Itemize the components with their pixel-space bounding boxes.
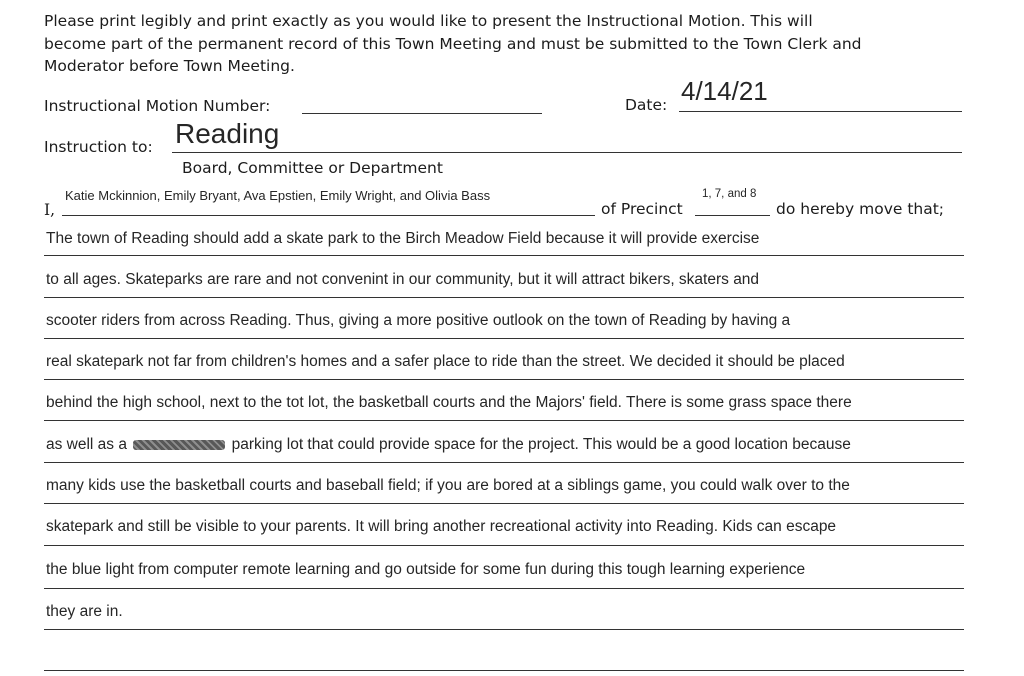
motion-text-line[interactable]: behind the high school, next to the tot lot, the basketball courts and the Majors' field. There is some grass space there xyxy=(46,394,852,411)
movant-prefix: I, xyxy=(44,201,56,219)
ruled-line xyxy=(44,420,964,421)
motion-text-line-redacted[interactable] xyxy=(46,436,851,454)
instruction-to-value[interactable]: Reading xyxy=(175,118,280,149)
date-line xyxy=(679,111,962,112)
line6-before: as well as a xyxy=(46,436,127,453)
instruction-to-line xyxy=(172,152,962,153)
ruled-line xyxy=(44,670,964,671)
ruled-line xyxy=(44,297,964,298)
ruled-line xyxy=(44,462,964,463)
motion-text-line[interactable]: they are in. xyxy=(46,603,123,620)
ruled-line xyxy=(44,379,964,380)
motion-text-line[interactable]: real skatepark not far from children's homes and a safer place to ride than the street. We decided it should be placed xyxy=(46,353,845,370)
move-phrase: do hereby move that; xyxy=(776,200,945,218)
intro-line: Moderator before Town Meeting. xyxy=(44,57,295,75)
movant-names[interactable]: Katie Mckinnion, Emily Bryant, Ava Epstien, Emily Wright, and Olivia Bass xyxy=(65,188,491,203)
motion-text-line[interactable]: many kids use the basketball courts and baseball field; if you are bored at a siblings game, you could walk over to the xyxy=(46,477,850,494)
instructions-paragraph xyxy=(44,10,862,78)
date-label: Date: xyxy=(625,96,668,114)
movant-line xyxy=(62,215,595,216)
motion-text-line[interactable]: skatepark and still be visible to your parents. It will bring another recreational activity into Reading. Kids can escape xyxy=(46,518,837,535)
precinct-line xyxy=(695,215,770,216)
line6-after: parking lot that could provide space for the project. This would be a good location because xyxy=(231,436,851,453)
instruction-to-label: Instruction to: xyxy=(44,138,153,156)
ruled-line xyxy=(44,629,964,630)
motion-text-line[interactable]: scooter riders from across Reading. Thus, giving a more positive outlook on the town of Reading by having a xyxy=(46,312,791,329)
ruled-line xyxy=(44,503,964,504)
instruction-caption: Board, Committee or Department xyxy=(182,159,443,177)
intro-line: become part of the permanent record of this Town Meeting and must be submitted to the Town Clerk and xyxy=(44,34,862,53)
redaction-scribble xyxy=(133,440,225,450)
motion-number-line xyxy=(302,113,542,114)
intro-line: Please print legibly and print exactly as you would like to present the Instructional Motion. This will xyxy=(44,12,813,30)
motion-text-line[interactable]: the blue light from computer remote learning and go outside for some fun during this tough learning experience xyxy=(46,561,806,578)
motion-text-line[interactable]: to all ages. Skateparks are rare and not convenint in our community, but it will attract bikers, skaters and xyxy=(46,271,760,288)
motion-number-label: Instructional Motion Number: xyxy=(44,97,271,115)
date-value[interactable]: 4/14/21 xyxy=(681,76,768,106)
ruled-line xyxy=(44,588,964,589)
ruled-line xyxy=(44,255,964,256)
precinct-value[interactable]: 1, 7, and 8 xyxy=(702,188,757,200)
ruled-line xyxy=(44,338,964,339)
ruled-line xyxy=(44,545,964,546)
precinct-label: of Precinct xyxy=(601,200,683,218)
motion-text-line[interactable]: The town of Reading should add a skate park to the Birch Meadow Field because it will provide exercise xyxy=(46,230,760,247)
